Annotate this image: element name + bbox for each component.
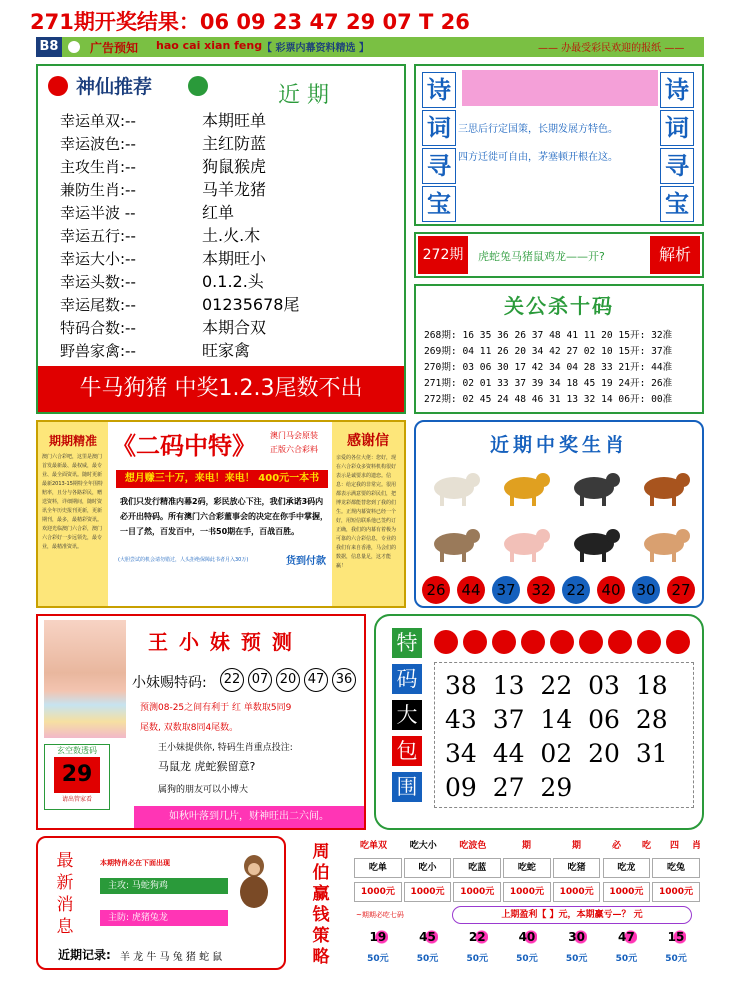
shenxian-row [60, 317, 400, 340]
shenxian-row [60, 340, 400, 363]
shenxian-list [60, 110, 400, 363]
zuixin-zhufang: 主防: 虎猪兔龙 [100, 910, 228, 926]
zhoubo-cell: 1000元 [603, 882, 651, 902]
erma-right-title: 感谢信 [347, 433, 389, 449]
zhoubo-number-text: 45 [419, 930, 436, 944]
tema-char: 围 [392, 772, 422, 802]
wxm-number: 20 [276, 668, 300, 692]
poem-char: 词 [660, 110, 694, 146]
erma-left-title: 期期精准 [48, 434, 97, 448]
erma-left-text: 澳门六合彩吧，这里是澳门首发最新最、最权威，最专业、最全面资讯。随时更新最新2013-15期特全年围特赔率，且分与各路彩民，赠送资料，详细期间，随时资讯全年历史报刊更新，更新期刊，最多，最精彩资讯。欢迎光临澳门六合彩，澳门六合彩好一步远领先，最专业，最精准资讯。 [42, 454, 103, 550]
zuixin-recent: 羊 龙 牛 马 兔 猪 蛇 鼠 [120, 952, 223, 963]
guan-row: 272期: 02 45 24 48 46 31 13 32 14 06开: 00准 [424, 394, 673, 405]
shenxian-value: 主红防蓝 [202, 134, 267, 153]
zhoubo-cell: 吃单 [354, 858, 402, 878]
zhoubo-cell: 50元 [367, 954, 389, 964]
topbar-slogan: —— 办最受彩民欢迎的报纸 —— [538, 43, 685, 54]
zuixin-char: 消 [56, 895, 74, 915]
zhoubo-cell: 吃猪 [553, 858, 601, 878]
poem-panel [414, 64, 704, 226]
zuixin-recent-label: 近期记录: [58, 948, 111, 962]
zhongjiang-ball: 22 [562, 576, 590, 604]
page-title: 271期开奖结果：06 09 23 47 29 07 T 26 [30, 10, 470, 34]
zhoubo-panel [294, 836, 704, 970]
poem-hint: 虎蛇兔马猪鼠鸡龙——开? [478, 250, 605, 263]
zhoubo-number [354, 928, 402, 946]
shenxian-key: 幸运大小:-- [60, 250, 136, 268]
shenxian-banner: 牛马狗猪 中奖1.2.3尾数不出 [38, 366, 404, 412]
zhongjiang-ball: 32 [527, 576, 555, 604]
poem-right-column [660, 72, 696, 224]
shenxian-value: 本期旺小 [202, 249, 267, 268]
horse-icon [634, 462, 694, 510]
zhoubo-number [503, 928, 551, 946]
poem-line-2: 四方迁徙可自由，茅塞顿开根在这。 [458, 152, 618, 163]
erma-foot-2: 货到付款 [286, 556, 326, 567]
shenxian-value: 0.1.2.头 [202, 272, 264, 291]
shenxian-row [60, 110, 400, 133]
shenxian-key: 幸运波色:-- [60, 135, 136, 153]
shenxian-row [60, 248, 400, 271]
tema-row: 09 27 29 [445, 773, 573, 802]
zhoubo-cell: 吃龙 [603, 858, 651, 878]
shenxian-value: 土.火.木 [202, 226, 261, 245]
shenxian-value: 红单 [202, 203, 235, 222]
wxm-number: 47 [304, 668, 328, 692]
poem-char: 宝 [422, 186, 456, 222]
shenxian-title: 神仙推荐 [76, 76, 153, 98]
hamster-icon [634, 518, 694, 566]
wxm-box-num: 29 [54, 757, 100, 793]
wxm-panel [36, 614, 366, 830]
wxm-number: 36 [332, 668, 356, 692]
erma-side-2: 正版六合彩料 [270, 445, 318, 454]
tema-chars [392, 628, 426, 808]
shenxian-row [60, 133, 400, 156]
zhoubo-number [553, 928, 601, 946]
shenxian-key: 主攻生肖:-- [60, 158, 136, 176]
zuixin-t1: 本期特肖必在下面出现 [100, 859, 170, 867]
shenxian-row [60, 294, 400, 317]
poem-issue: 272期 [418, 236, 468, 274]
shenxian-key: 幸运头数:-- [60, 273, 136, 291]
wxm-line-4: 马鼠龙 虎蛇猴留意? [158, 760, 256, 773]
tema-char: 包 [392, 736, 422, 766]
zhoubo-char: 赢 [312, 884, 330, 904]
zhoubo-head: 吃 [642, 841, 652, 851]
shenxian-key: 幸运半波 -- [60, 204, 136, 222]
zhoubo-head: 必 [612, 841, 622, 851]
zhoubo-cell: 1000元 [652, 882, 700, 902]
poem-char: 诗 [422, 72, 456, 108]
zhongjiang-ball: 44 [457, 576, 485, 604]
zhongjiang-ball: 26 [422, 576, 450, 604]
poem-char: 词 [422, 110, 456, 146]
zhoubo-char: 伯 [312, 863, 330, 883]
zhoubo-cell: 1000元 [503, 882, 551, 902]
erma-panel [36, 420, 406, 608]
wxm-line-3: 王小妹提供你, 特码生肖重点投注: [158, 743, 293, 753]
zhongjiang-ball: 37 [492, 576, 520, 604]
topbar-pinyin: hao cai xian feng [156, 39, 263, 52]
tema-rows [435, 663, 693, 811]
zhoubo-number [404, 928, 452, 946]
guan-row: 271期: 02 01 33 37 39 34 18 45 19 24开: 26准 [424, 378, 673, 389]
zuixin-char: 息 [56, 917, 74, 937]
zhongjiang-title: 近期中奖生肖 [489, 434, 628, 456]
wxm-number: 22 [220, 668, 244, 692]
zhoubo-cell: 1000元 [404, 882, 452, 902]
zuixin-chars [54, 850, 76, 938]
tema-row: 43 37 14 06 28 [445, 705, 668, 734]
zhongjiang-ball: 27 [667, 576, 695, 604]
shenxian-key: 幸运尾数:-- [60, 296, 136, 314]
red-dot-icon [579, 630, 603, 654]
zhoubo-chars [310, 842, 332, 968]
poem-char: 宝 [660, 186, 694, 222]
zhoubo-head: 吃波色 [459, 841, 487, 851]
shenxian-subtitle: 近 期 [278, 83, 329, 108]
zhoubo-cell: 50元 [416, 954, 439, 964]
monkey-icon [234, 852, 274, 910]
red-dot-icon [521, 630, 545, 654]
guan-list [424, 328, 672, 408]
shenxian-panel [36, 64, 406, 414]
zhoubo-number [652, 928, 700, 946]
erma-title: 《二码中特》 [112, 432, 256, 460]
wxm-ci-label: 小妹赐特码: [132, 675, 207, 691]
zhoubo-head: 吃单双 [360, 841, 388, 851]
zhoubo-head: 四 [670, 841, 680, 851]
zhoubo-number-text: 30 [568, 930, 585, 944]
tema-grid [434, 662, 694, 808]
poem-left-column [422, 72, 458, 224]
wxm-box [44, 744, 110, 810]
topbar-label: 广告预知 [90, 41, 139, 55]
zhoubo-cell: 吃蓝 [453, 858, 501, 878]
shenxian-row [60, 179, 400, 202]
poem-jiexi: 解析 [650, 236, 700, 274]
zhoubo-cell: 50元 [615, 954, 638, 964]
zhongjiang-ball: 40 [597, 576, 625, 604]
zhoubo-number-text: 47 [617, 930, 635, 944]
zhoubo-char: 策 [312, 926, 330, 946]
green-dot-icon [188, 76, 208, 96]
red-dot-icon [550, 630, 574, 654]
zhoubo-cell: 50元 [516, 954, 538, 964]
shenxian-value: 旺家禽 [202, 341, 251, 360]
shenxian-key: 兼防生肖:-- [60, 181, 136, 199]
wxm-line-2: 尾数, 双数取8同4尾数。 [140, 723, 239, 733]
red-dot-icon [492, 630, 516, 654]
zhoubo-cell: 吃兔 [652, 858, 700, 878]
tema-row: 34 44 02 20 31 [445, 739, 668, 768]
shenxian-value: 狗鼠猴虎 [202, 157, 267, 176]
shenxian-row [60, 202, 400, 225]
poem-pink-block [462, 70, 658, 106]
zhoubo-number-text: 19 [369, 930, 387, 944]
sheep-icon [424, 462, 484, 510]
wxm-box-label: 玄空数透码 [57, 746, 97, 755]
girl-photo [44, 620, 126, 738]
guan-row: 270期: 03 06 30 17 42 34 04 28 33 21开: 44准 [424, 362, 673, 373]
zhoubo-cell: 吃小 [404, 858, 452, 878]
poem-char: 寻 [422, 148, 456, 184]
zhoubo-char: 略 [312, 947, 330, 967]
zhoubo-char: 周 [312, 842, 330, 862]
top-bar [36, 37, 704, 57]
red-dot-icon [666, 630, 690, 654]
guan-row: 268期: 16 35 36 26 37 48 41 11 20 15开: 32准 [424, 330, 673, 341]
zhoubo-head: 期 [522, 841, 532, 851]
zhoubo-cell: 1000元 [453, 882, 501, 902]
tema-row: 38 13 22 03 18 [445, 671, 668, 700]
zuixin-char: 最 [56, 851, 74, 871]
erma-side-1: 澳门马会原装 [270, 431, 318, 440]
rabbit-icon [424, 518, 484, 566]
poem-char: 寻 [660, 148, 694, 184]
guan-title: 关公杀十码 [504, 294, 614, 318]
zhoubo-number-text: 15 [667, 930, 685, 944]
zhoubo-cell: 50元 [565, 954, 588, 964]
zhoubo-note-2: 上期盈利【 】元，本期赢亏—？ 元 [452, 906, 692, 924]
erma-foot: (大胆尝试的机会请勿错过，人头拒绝保障此书者月入30万) [118, 557, 249, 563]
red-dot-icon [48, 76, 68, 96]
zhoubo-head: 肖 [692, 841, 702, 851]
poem-issue-bar [414, 232, 704, 278]
zhoubo-cell: 1000元 [553, 882, 601, 902]
zhoubo-number-text: 40 [518, 930, 536, 944]
zhoubo-note-1: ~期期必吃七码 [356, 911, 404, 919]
zhoubo-number-text: 22 [468, 930, 486, 944]
erma-left [38, 422, 108, 606]
zuixin-char: 新 [56, 873, 74, 893]
poem-char: 诗 [660, 72, 694, 108]
zhoubo-head: 期 [572, 841, 582, 851]
poem-line-1: 三思后行定国策，长期发展方特色。 [458, 124, 618, 135]
zhoubo-table [354, 836, 702, 970]
zhoubo-number [453, 928, 501, 946]
erma-slogan: 想月赚三十万，来电！来电！ 400元一本书 [116, 470, 328, 488]
zhoubo-cell: 50元 [466, 954, 488, 964]
shenxian-row [60, 225, 400, 248]
wxm-box-foot: 请出管家看 [61, 796, 92, 803]
guan-panel [414, 284, 704, 414]
page-badge: B8 [36, 37, 62, 57]
wxm-footer: 如秋叶落到几片，财神旺出二六间。 [134, 806, 364, 828]
wxm-line-5: 属狗的朋友可以小博大 [158, 785, 249, 795]
dragon-icon [494, 462, 554, 510]
zhoubo-head: 吃大小 [409, 841, 437, 851]
pig-icon [494, 518, 554, 566]
red-dot-icon [434, 630, 458, 654]
red-dot-icon [608, 630, 632, 654]
snake-icon [564, 518, 624, 566]
shenxian-key: 野兽家禽:-- [60, 342, 136, 360]
guan-row: 269期: 04 11 26 20 34 42 27 02 10 15开: 37准 [424, 346, 673, 357]
shenxian-value: 马羊龙猪 [202, 180, 267, 199]
shenxian-value: 本期合双 [202, 318, 267, 337]
zuixin-panel [36, 836, 286, 970]
animal-grid [424, 462, 700, 572]
shenxian-key: 幸运五行:-- [60, 227, 136, 245]
shenxian-row [60, 271, 400, 294]
zhoubo-number [603, 928, 651, 946]
ox-icon [564, 462, 624, 510]
zhoubo-cell: 吃蛇 [503, 858, 551, 878]
zhoubo-cell: 1000元 [354, 882, 402, 902]
shenxian-value: 01235678尾 [202, 295, 300, 314]
zhongjiang-panel [414, 420, 704, 608]
topbar-tag: 【 彩票内幕资料精选 】 [262, 43, 369, 54]
zhoubo-char: 钱 [312, 905, 330, 925]
shenxian-row [60, 156, 400, 179]
tema-panel [374, 614, 704, 830]
tema-char: 特 [392, 628, 422, 658]
erma-right [332, 422, 404, 606]
bullet-icon [68, 41, 80, 53]
erma-body: 我们只发行精准内幕2码，彩民放心下注，我们承诺3码内必开出特码。所有澳门六合彩董事会的决定在你手中掌握，一目了然，百发百中，一书50期在手，百战百胜。 [120, 497, 328, 536]
red-dot-icon [637, 630, 661, 654]
wxm-number: 07 [248, 668, 272, 692]
wxm-line-1: 预测08-25之间有利于 红 单数取5同9 [140, 703, 292, 713]
erma-right-text: 亲爱的各位大佬：您好，现在六合彩众多资料机构很好表示是诚要求的遗恋。信息：给定我的非常完。很用都表示满意要的彩民们，把博龙彩都能替您到了我的们生。正规内幕资料已经一个好，用短信联系他已签约订正确，我们的内幕有着极为可靠的六合彩信息，专业的我们有来自香港，马会们的数据，信息量足，这才能赢！ [336, 455, 397, 569]
shenxian-value: 本期旺单 [202, 111, 267, 130]
shenxian-key: 特码合数:-- [60, 319, 136, 337]
zuixin-zhugong: 主攻: 马蛇狗鸡 [100, 878, 228, 894]
wxm-title: 王 小 妹 预 测 [148, 630, 294, 654]
zhongjiang-ball: 30 [632, 576, 660, 604]
shenxian-key: 幸运单双:-- [60, 112, 136, 130]
tema-char: 大 [392, 700, 422, 730]
red-dot-icon [463, 630, 487, 654]
tema-char: 码 [392, 664, 422, 694]
zhoubo-cell: 50元 [665, 954, 687, 964]
